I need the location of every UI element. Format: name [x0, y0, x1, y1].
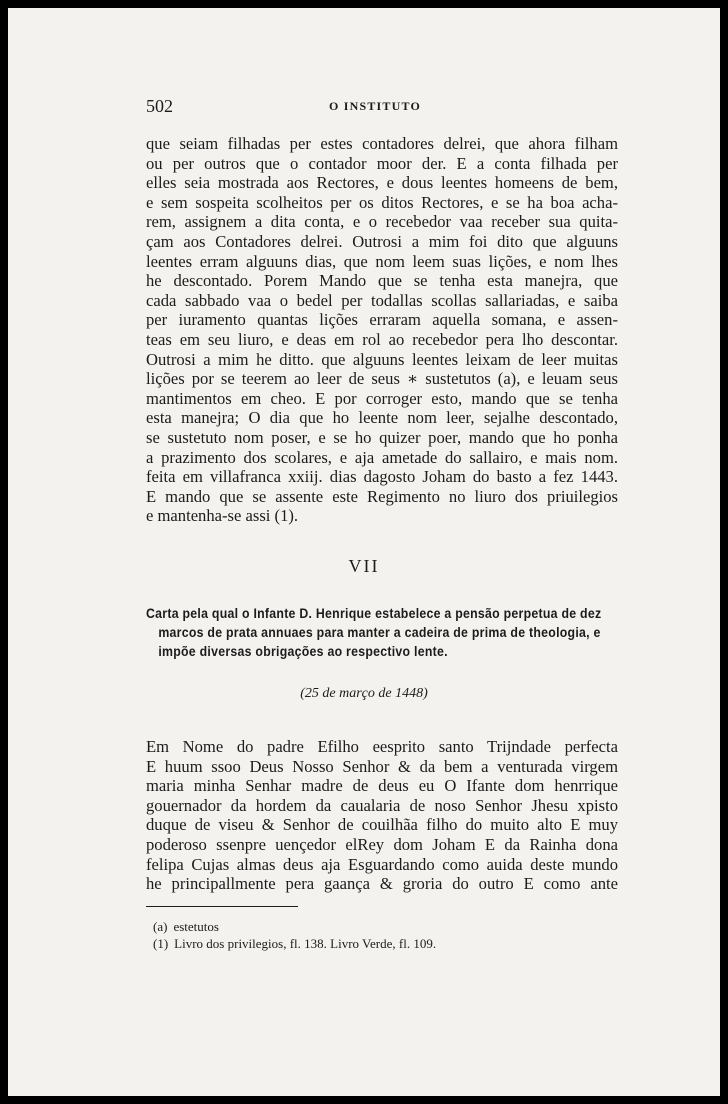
- footnote-1: [153, 935, 613, 952]
- text-line: lições por se teerem ao leer de seus ∗ sustetutos (a), e leuam seus: [146, 369, 618, 389]
- text-line: per iuramento quantas lições erraram aquella somana, e assen-: [146, 310, 618, 330]
- text-line: ou per outros que o contador moor der. E a conta filhada per: [146, 153, 618, 173]
- footnote-mark: (a): [153, 919, 168, 934]
- text-line: poderoso ssenpre uençedor elRey dom Joham E da Rainha dona: [146, 834, 618, 854]
- text-line: mantimentos em cheo. E por corroger esto, mando que se tenha: [146, 388, 618, 408]
- text-line: a prazimento dos scolares, e aja ametade do sallairo, e mais nom.: [146, 447, 618, 467]
- heading-line: marcos de prata annuaes para manter a cadeira de prima de theologia, e: [158, 624, 601, 640]
- heading-line: Carta pela qual o Infante D. Henrique estabelece a pensão perpetua de dez: [146, 605, 602, 621]
- section-number: VII: [348, 556, 380, 576]
- footnote-text: estetutos: [173, 919, 219, 934]
- text-line: rem, assignem a dita conta, e o recebedor vaa receber sua quita-: [146, 212, 618, 232]
- text-line: he descontado. Porem Mando que se tenha esta manejra, que: [146, 271, 618, 291]
- text-line: felipa Cujas almas deus aja Esguardando como auida deste mundo: [146, 854, 618, 874]
- footnote-divider: [146, 906, 298, 907]
- text-line: e mantenha-se assi (1).: [146, 506, 299, 526]
- text-line: se sustetuto nom poser, e se ho quizer poer, mando que ho ponha: [146, 427, 618, 447]
- text-line: elles seia mostrada aos Rectores, e dous leentes homeens de bem,: [146, 173, 618, 193]
- text-line: maria minha Senhar madre de deus eu O Ifante dom henrrique: [146, 776, 618, 796]
- text-line: Em Nome do padre Efilho eesprito santo Trijndade perfecta: [146, 737, 618, 756]
- text-line: E huum ssoo Deus Nosso Senhor & da bem a venturada virgem: [146, 756, 618, 776]
- running-title: O INSTITUTO: [328, 99, 421, 113]
- page-number: 502: [146, 96, 173, 116]
- text-line: Outrosi a mim he ditto. que alguuns leentes leixam de leer muitas: [146, 349, 618, 369]
- paragraph-carta: [146, 737, 618, 894]
- text-line: gouernador da hordem da caualaria de noso Senhor Jhesu xpisto: [146, 795, 618, 815]
- text-line: E mando que se assente este Regimento no liuro dos priuilegios: [146, 486, 618, 506]
- heading-line: impõe diversas obrigações ao respectivo lente.: [158, 643, 448, 659]
- text-line: feita em villafranca xxiij. dias dagosto Joham do basto a fez 1443.: [146, 467, 618, 487]
- text-line: çam aos Contadores delrei. Outrosi a mim foi dito que alguuns: [146, 231, 618, 251]
- footnote-text: Livro dos privilegios, fl. 138. Livro Verde, fl. 109.: [174, 936, 437, 951]
- footnotes: [153, 918, 613, 952]
- text-line: cada sabbado vaa o bedel per todallas scollas sallariadas, e saiba: [146, 290, 618, 310]
- book-page: [8, 8, 720, 1096]
- document-heading: [146, 604, 602, 661]
- text-line: leentes erram alguuns dias, que nom leem suas lições, e nom lhes: [146, 251, 618, 271]
- text-line: he principallmente pera gaança & groria do outro E como ante: [146, 874, 618, 894]
- document-date: (25 de março de 1448): [300, 686, 428, 701]
- text-line: esta manejra; O dia que ho leente nom leer, sejalhe descontado,: [146, 408, 618, 428]
- text-line: que seiam filhadas per estes contadores delrei, que ahora filham: [146, 134, 618, 153]
- footnote-mark: (1): [153, 936, 169, 951]
- footnote-a: [153, 918, 613, 935]
- paragraph-regimento: [146, 134, 618, 526]
- text-line: e sem sospeita scolheitos per os ditos Rectores, e se ha boa acha-: [146, 192, 618, 212]
- text-line: teas em seu liuro, e deas em rol ao recebedor pera lho descontar.: [146, 329, 618, 349]
- page-header: [146, 96, 604, 118]
- text-line: duque de viseu & Senhor de couilhãa filho do muito alto E muy: [146, 815, 618, 835]
